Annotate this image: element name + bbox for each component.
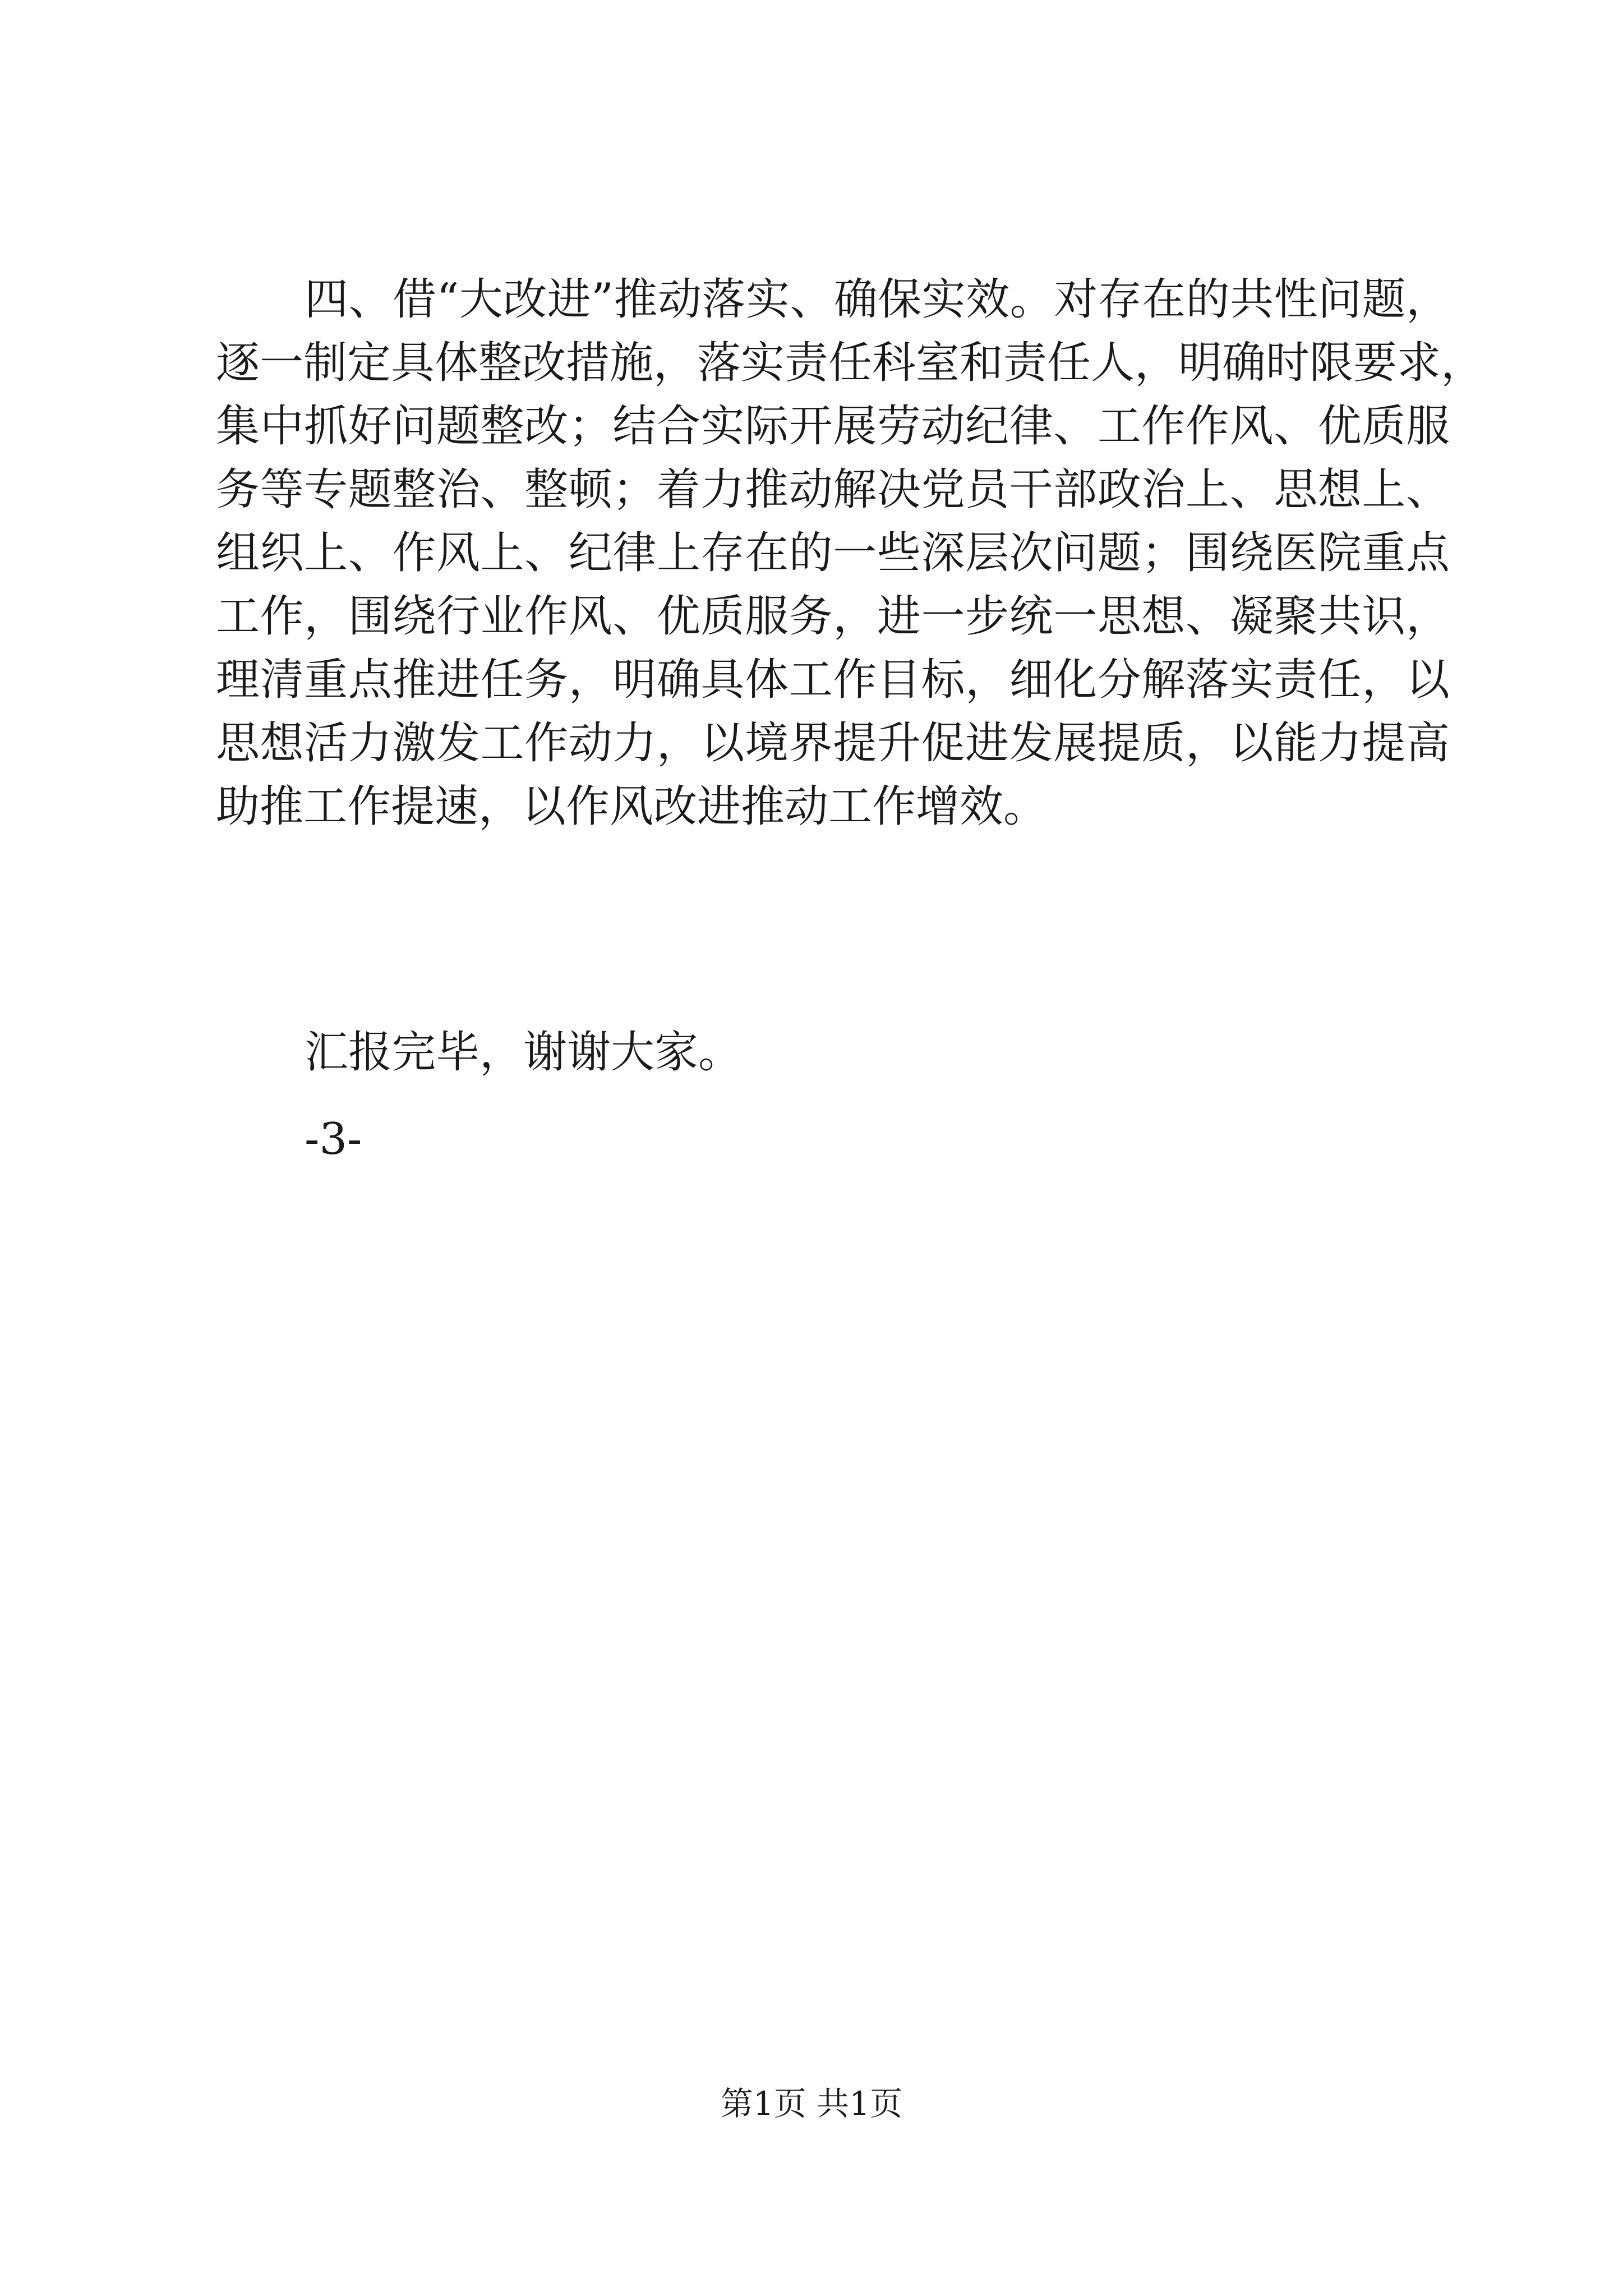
paragraph-line: 集中抓好问题整改；结合实际开展劳动纪律、工作作风、优质服 xyxy=(216,401,1450,452)
closing-remark: 汇报完毕，谢谢大家。 xyxy=(305,1027,743,1078)
paragraph-line: 务等专题整治、整顿；着力推动解决党员干部政治上、思想上、 xyxy=(216,464,1450,515)
paragraph-line: 四、借“大改进”推动落实、确保实效。对存在的共性问题， xyxy=(305,274,1450,325)
page-footer: 第1页 共1页 xyxy=(720,2085,903,2123)
paragraph-line: 理清重点推进任务，明确具体工作目标，细化分解落实责任，以 xyxy=(216,655,1450,705)
body-paragraph xyxy=(216,268,1485,839)
page-number-marker: -3- xyxy=(305,1114,362,1165)
paragraph-line: 工作，围绕行业作风、优质服务，进一步统一思想、凝聚共识， xyxy=(216,591,1450,642)
paragraph-line: 逐一制定具体整改措施，落实责任科室和责任人，明确时限要求， xyxy=(216,338,1485,388)
paragraph-line: 组织上、作风上、纪律上存在的一些深层次问题；围绕医院重点 xyxy=(216,528,1450,578)
paragraph-line: 思想活力激发工作动力，以境界提升促进发展提质，以能力提高 xyxy=(216,718,1450,769)
paragraph-line: 助推工作提速，以作风改进推动工作增效。 xyxy=(216,781,1048,832)
